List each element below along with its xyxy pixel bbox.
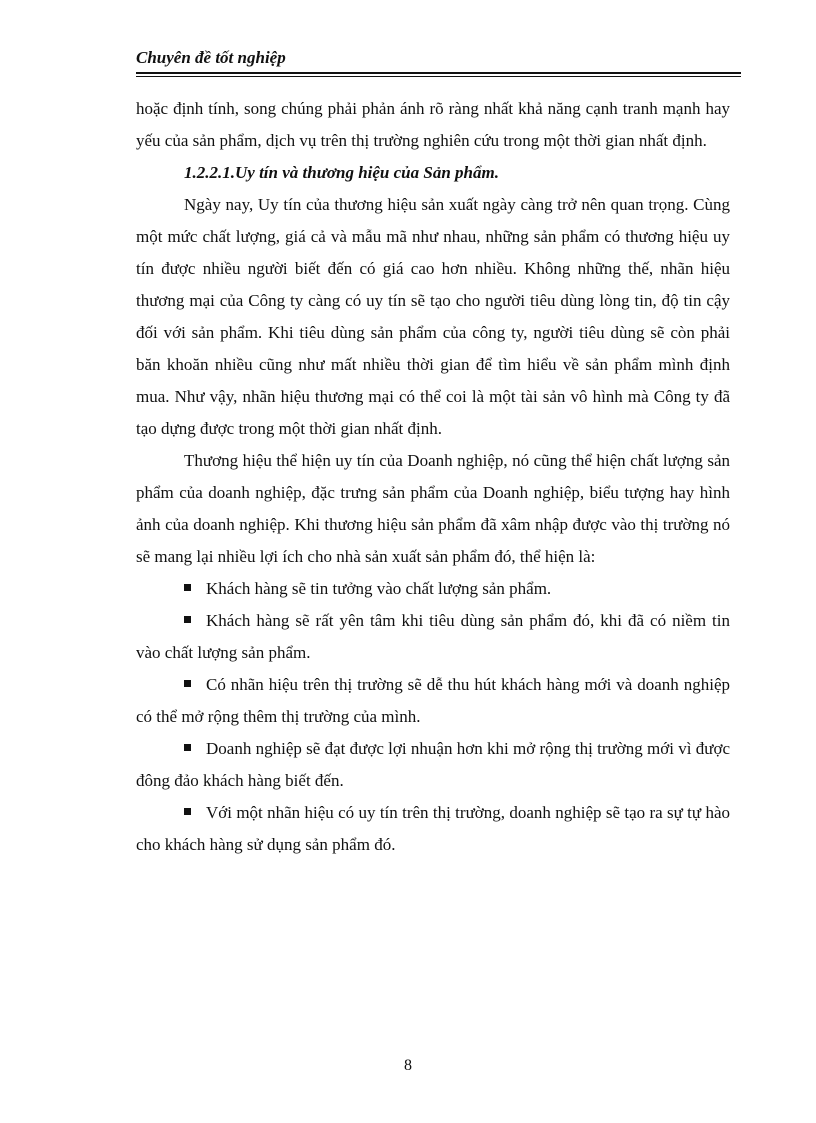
section-heading: 1.2.2.1.Uy tín và thương hiệu của Sản phẩm. (184, 163, 499, 182)
bullet-text: Doanh nghiệp sẽ đạt được lợi nhuận hơn khi mở rộng thị trường mới vì được đông đảo khách hàng biết đến. (136, 739, 730, 790)
bullet-item (136, 605, 730, 669)
bullet-item (136, 797, 730, 861)
body-paragraph: Thương hiệu thể hiện uy tín của Doanh nghiệp, nó cũng thể hiện chất lượng sản phẩm của doanh nghiệp, đặc trưng sản phẩm của Doanh nghiệp, biểu tượng hay hình ảnh của doanh nghiệp. Khi thương hiệu sản phẩm đã xâm nhập được vào thị trường nó sẽ mang lại nhiều lợi ích cho nhà sản xuất sản phẩm đó, thể hiện là: (136, 451, 730, 566)
header-rule-thin (136, 76, 741, 77)
square-bullet-icon (184, 744, 191, 751)
bullet-text: Khách hàng sẽ tin tưởng vào chất lượng sản phẩm. (206, 579, 552, 598)
bullet-item (136, 733, 730, 797)
bullet-text: Có nhãn hiệu trên thị trường sẽ dễ thu hút khách hàng mới và doanh nghiệp có thể mở rộng thêm thị trường của mình. (136, 675, 730, 726)
square-bullet-icon (184, 616, 191, 623)
page-number: 8 (404, 1057, 412, 1074)
bullet-text: Khách hàng sẽ rất yên tâm khi tiêu dùng sản phẩm đó, khi đã có niềm tin vào chất lượng sản phẩm. (136, 611, 730, 662)
bullet-item (136, 573, 730, 605)
page-header (136, 46, 741, 70)
square-bullet-icon (184, 808, 191, 815)
intro-paragraph: hoặc định tính, song chúng phải phản ánh rõ ràng nhất khả năng cạnh tranh mạnh hay yếu của sản phẩm, dịch vụ trên thị trường nghiên cứu trong một thời gian nhất định. (136, 99, 730, 150)
body-paragraph: Ngày nay, Uy tín của thương hiệu sản xuất ngày càng trở nên quan trọng. Cùng một mức chất lượng, giá cả và mẫu mã như nhau, những sản phẩm có thương hiệu uy tín được nhiều người biết đến có giá cao hơn nhiều. Không những thế, nhãn hiệu thương mại của Công ty càng có uy tín sẽ tạo cho người tiêu dùng lòng tin, độ tin cậy đối với sản phẩm. Khi tiêu dùng sản phẩm của công ty, người tiêu dùng sẽ còn phải băn khoăn nhiều cũng như mất nhiều thời gian để tìm hiểu về sản phẩm mình định mua. Như vậy, nhãn hiệu thương mại có thể coi là một tài sản vô hình mà Công ty đã tạo dựng được trong một thời gian nhất định. (136, 195, 730, 438)
bullet-item (136, 669, 730, 733)
square-bullet-icon (184, 584, 191, 591)
header-rule-thick (136, 72, 741, 74)
document-body (136, 93, 730, 861)
header-title: Chuyên đề tốt nghiệp (136, 48, 286, 67)
bullet-text: Với một nhãn hiệu có uy tín trên thị trường, doanh nghiệp sẽ tạo ra sự tự hào cho khách hàng sử dụng sản phẩm đó. (136, 803, 730, 854)
square-bullet-icon (184, 680, 191, 687)
